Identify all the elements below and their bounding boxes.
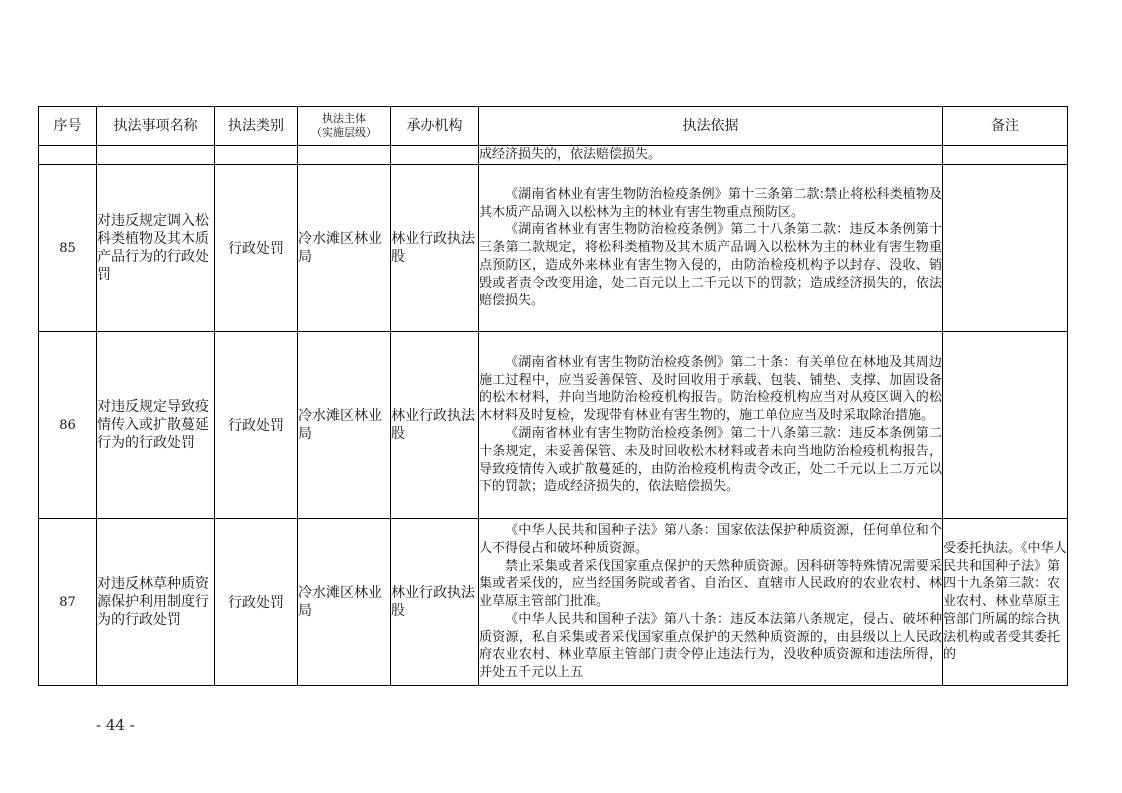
basis-paragraph: 《湖南省林业有害生物防治检疫条例》第十三条第二款:禁止将松科类植物及其木质产品调入以松林为主的林业有害生物重点预防区。 — [479, 186, 942, 220]
table-row-86 — [39, 332, 1068, 519]
cell-no: 87 — [39, 519, 97, 686]
cell-name — [97, 146, 215, 165]
cell-name: 对违反规定调入松科类植物及其木质产品行为的行政处罚 — [97, 165, 215, 332]
header-subject-line1: 执法主体 — [322, 112, 366, 125]
header-note: 备注 — [943, 107, 1068, 146]
cell-category — [215, 146, 298, 165]
cell-subject: 冷水滩区林业局 — [298, 332, 391, 519]
cell-basis — [479, 146, 943, 165]
header-subject-line2: （实施层级） — [311, 126, 377, 139]
table-row-87 — [39, 519, 1068, 686]
header-no: 序号 — [39, 107, 97, 146]
basis-paragraph: 成经济损失的，依法赔偿损失。 — [479, 147, 662, 163]
basis-paragraph: 《湖南省林业有害生物防治检疫条例》第二十八条第二款：违反本条例第十三条第二款规定，将松科类植物及其木质产品调入以松林为主的林业有害生物重点预防区，造成外来林业有害生物入侵的，由防治检疫机构予以封存、没收、销毁或者责令改变用途，处二百元以上二千元以下的罚款；造成经济损失的，依法赔偿损失。 — [479, 222, 942, 309]
cell-note — [943, 146, 1068, 165]
basis-paragraph: 《湖南省林业有害生物防治检疫条例》第二十八条第三款：违反本条例第二十条规定，未妥善保管、未及时回收松木材料或者未向当地防治检疫机构报告，导致疫情传入或扩散蔓延的，由防治检疫机构责令改正，处二千元以上二万元以下的罚款；造成经济损失的，依法赔偿损失。 — [479, 426, 942, 495]
law-enforcement-table — [38, 106, 1068, 686]
cell-basis — [479, 519, 943, 686]
table-row-continued — [39, 146, 1068, 165]
header-category: 执法类别 — [215, 107, 298, 146]
cell-category: 行政处罚 — [215, 519, 298, 686]
table-row-85 — [39, 165, 1068, 332]
cell-subject — [298, 146, 391, 165]
cell-note: 受委托执法。《中华人民共和国种子法》第四十九条第三款：农业农村、林业草原主管部门所属的综合执法机构或者受其委托的 — [943, 519, 1068, 686]
cell-name: 对违反林草种质资源保护利用制度行为的行政处罚 — [97, 519, 215, 686]
cell-note — [943, 332, 1068, 519]
cell-org: 林业行政执法股 — [391, 332, 479, 519]
cell-category: 行政处罚 — [215, 165, 298, 332]
basis-paragraph: 《中华人民共和国种子法》第八十条：违反本法第八条规定，侵占、破坏种质资源，私自采集或者采伐国家重点保护的天然种质资源的，由县级以上人民政府农业农村、林业草原主管部门责令停止违法行为，没收种质资源和违法所得，并处五千元以上五 — [479, 611, 942, 681]
cell-subject: 冷水滩区林业局 — [298, 519, 391, 686]
basis-paragraph: 《湖南省林业有害生物防治检疫条例》第二十条：有关单位在林地及其周边施工过程中，应当妥善保管、及时回收用于承载、包装、铺垫、支撑、加固设备的松木材料，并向当地防治检疫机构报告。防治检疫机构应当对从疫区调入的松木材料及时复检，发现带有林业有害生物的，施工单位应当及时采取除治措施。 — [479, 354, 942, 424]
page-number: - 44 - — [96, 716, 135, 734]
cell-org: 林业行政执法股 — [391, 165, 479, 332]
header-org: 承办机构 — [391, 107, 479, 146]
basis-paragraph: 《中华人民共和国种子法》第八条：国家依法保护种质资源，任何单位和个人不得侵占和破坏种质资源。 — [479, 522, 942, 556]
cell-name: 对违反规定导致疫情传入或扩散蔓延行为的行政处罚 — [97, 332, 215, 519]
cell-no: 85 — [39, 165, 97, 332]
header-name: 执法事项名称 — [97, 107, 215, 146]
law-enforcement-table-container — [38, 106, 1068, 686]
basis-paragraph: 禁止采集或者采伐国家重点保护的天然种质资源。因科研等特殊情况需要采集或者采伐的，应当经国务院或者省、自治区、直辖市人民政府的农业农村、林业草原主管部门批准。 — [479, 558, 942, 610]
cell-note — [943, 165, 1068, 332]
table-header-row — [39, 107, 1068, 146]
cell-no: 86 — [39, 332, 97, 519]
cell-org — [391, 146, 479, 165]
cell-basis — [479, 165, 943, 332]
cell-category: 行政处罚 — [215, 332, 298, 519]
header-subject — [298, 107, 391, 146]
cell-subject: 冷水滩区林业局 — [298, 165, 391, 332]
header-basis: 执法依据 — [479, 107, 943, 146]
cell-no — [39, 146, 97, 165]
cell-basis — [479, 332, 943, 519]
cell-org: 林业行政执法股 — [391, 519, 479, 686]
